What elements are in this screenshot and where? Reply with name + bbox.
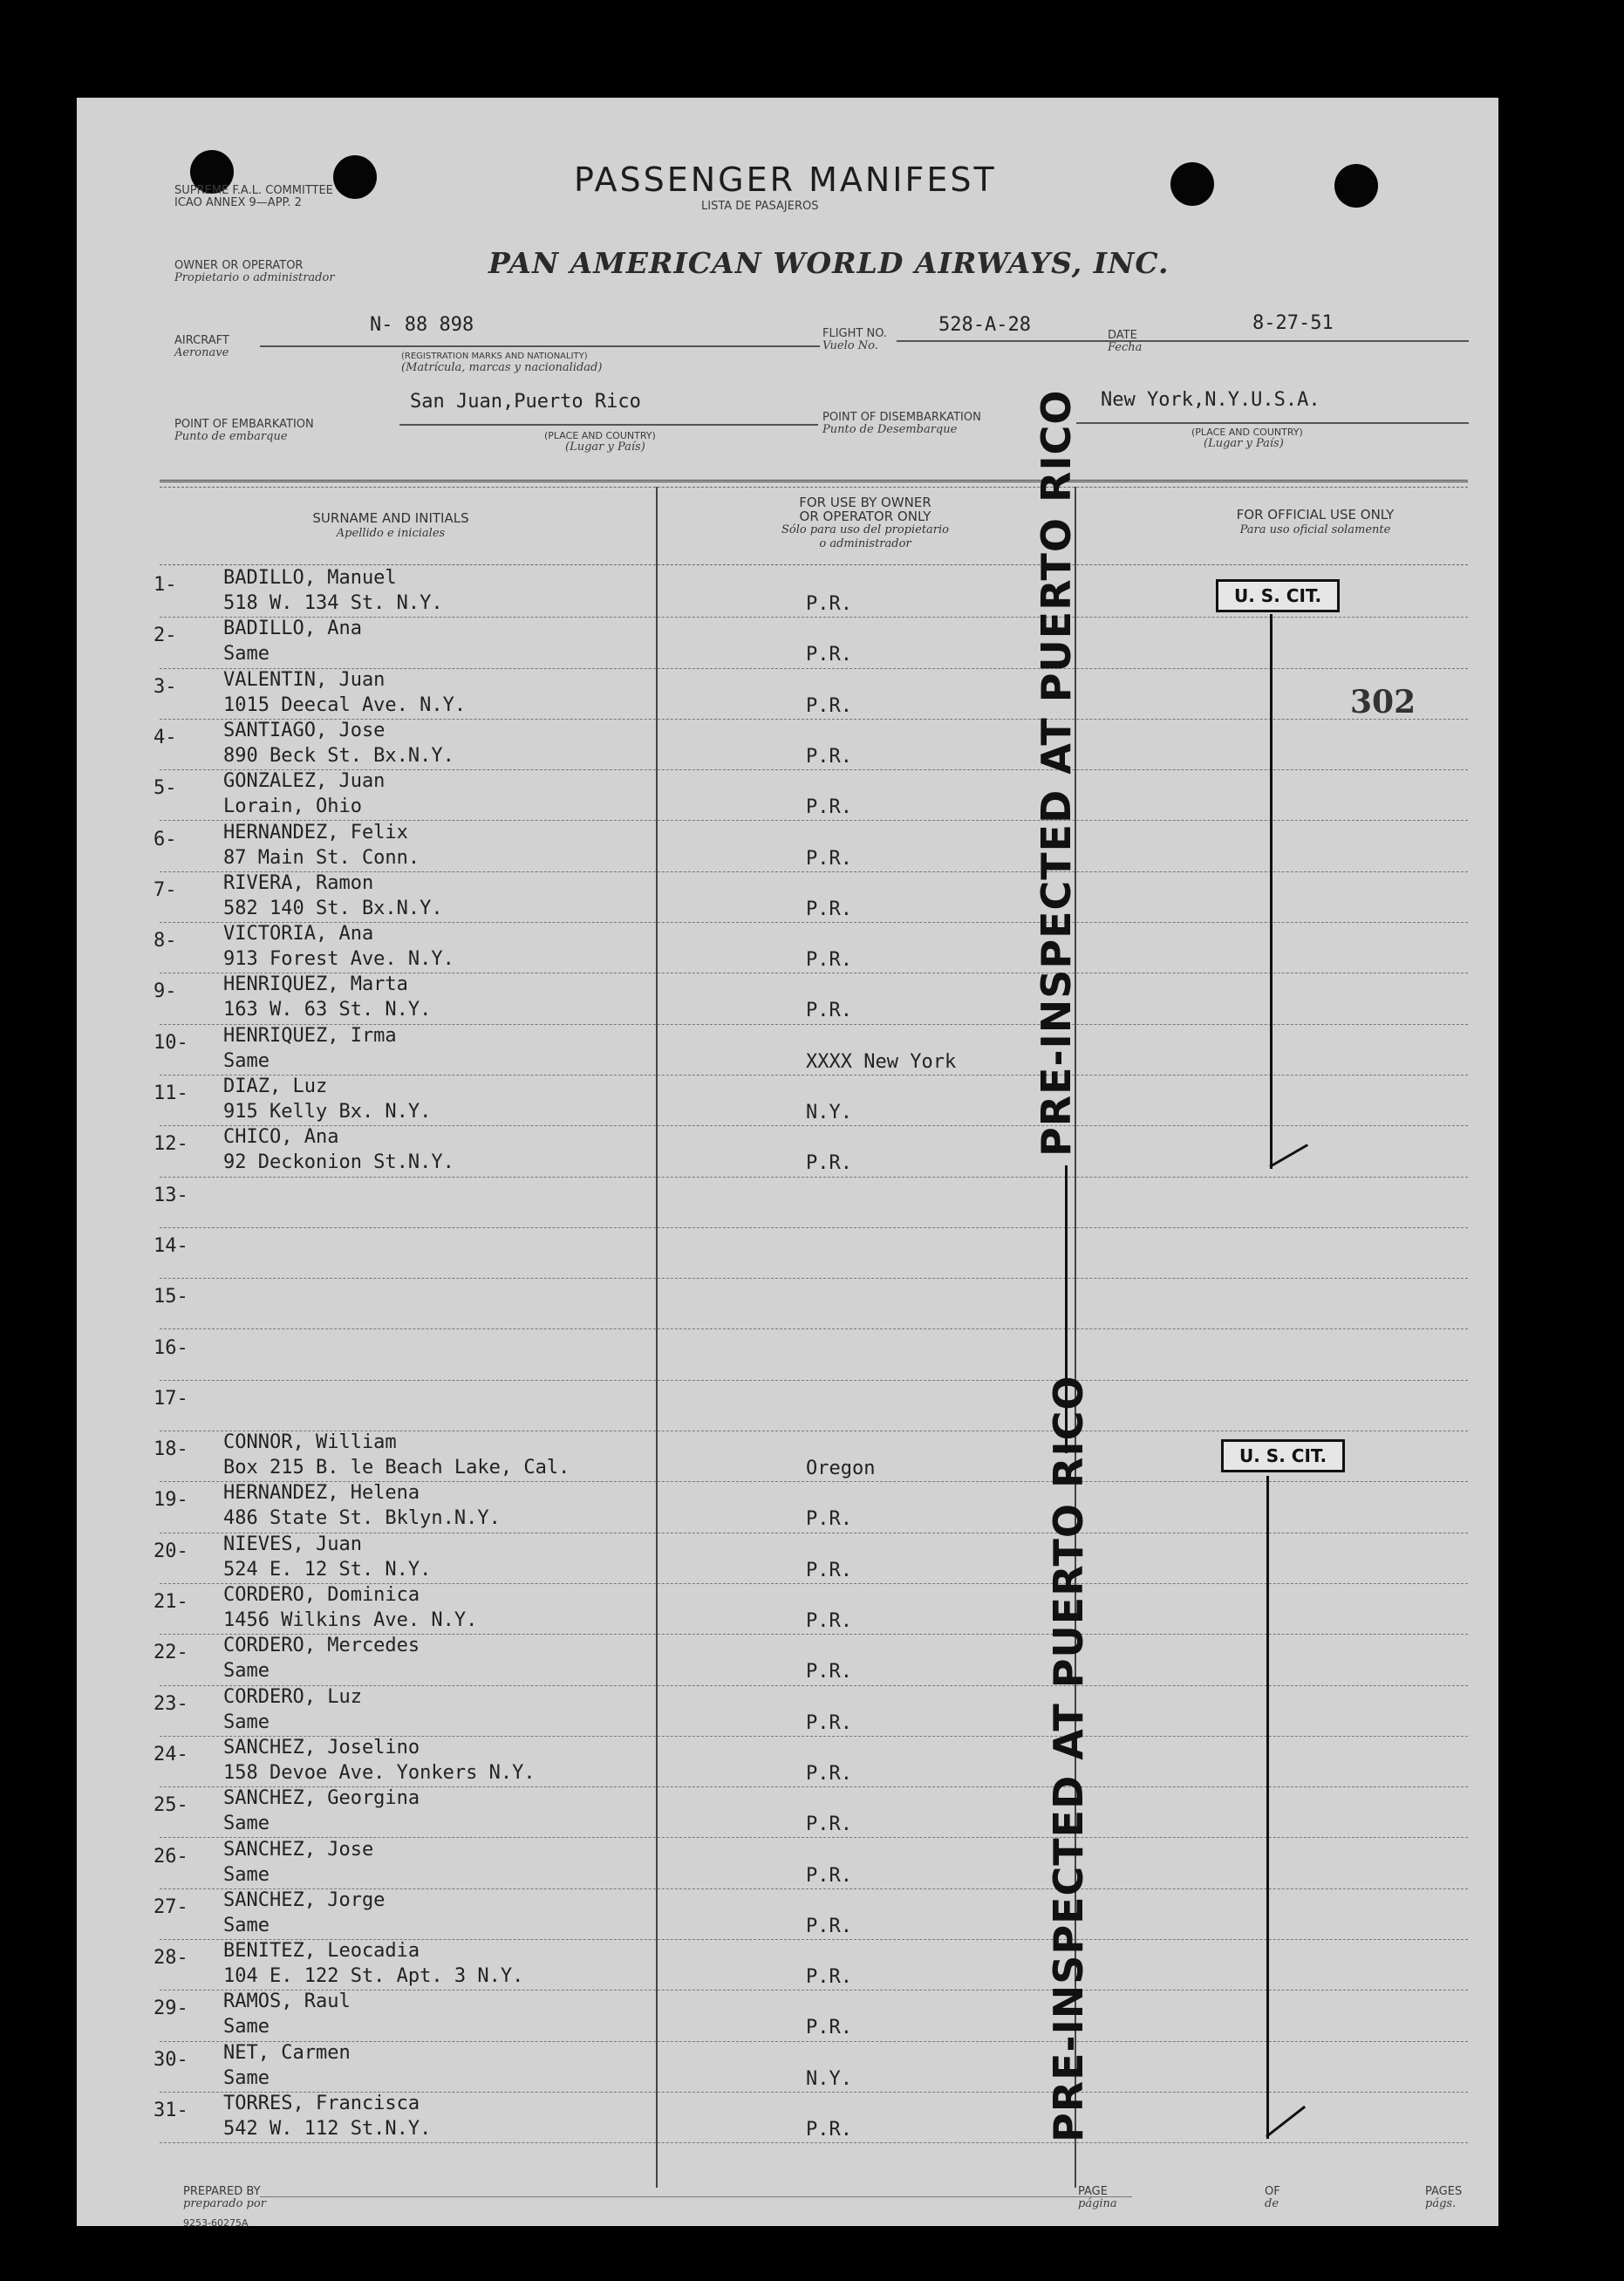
col-header-official-es: Para uso oficial solamente (1239, 523, 1391, 536)
passenger-address: 104 E. 122 St. Apt. 3 N.Y. (223, 1965, 524, 1988)
bracket-line (1270, 614, 1273, 1169)
embark-value: San Juan,Puerto Rico (410, 391, 641, 413)
passenger-address: Same (223, 1049, 270, 1072)
committee-line-3: ICAO ANNEX 9—APP. 2 (174, 196, 302, 209)
passenger-row (77, 1076, 1498, 1126)
passenger-name: CONNOR, William (223, 1431, 397, 1454)
aircraft-label: AIRCRAFT (174, 334, 229, 347)
passenger-row (77, 1787, 1498, 1838)
operator-note: P.R. (806, 1813, 852, 1836)
us-citizen-stamp: U. S. CIT. (1216, 579, 1340, 612)
passenger-address: Same (223, 1863, 270, 1886)
embark-label-es: Punto de embarque (174, 430, 288, 443)
operator-note: N.Y. (806, 2067, 852, 2090)
footer-pages-es: págs. (1425, 2197, 1457, 2210)
flight-label: FLIGHT NO. (822, 327, 888, 340)
passenger-row (77, 1126, 1498, 1177)
passenger-address: 1015 Deecal Ave. N.Y. (223, 693, 467, 716)
preinspected-stamp-1: PRE-INSPECTED AT PUERTO RICO (1033, 389, 1080, 1157)
passenger-address: Same (223, 2016, 270, 2039)
operator-note: P.R. (806, 1915, 852, 1937)
col-header-operator-en-1: FOR USE BY OWNER (799, 495, 931, 510)
passenger-address: 163 W. 63 St. N.Y. (223, 999, 432, 1021)
operator-name: PAN AMERICAN WORLD AIRWAYS, INC. (488, 246, 1170, 280)
footer-page-es: página (1078, 2197, 1117, 2210)
form-title: PASSENGER MANIFEST (574, 160, 997, 199)
row-number: 9- (154, 980, 177, 1003)
passenger-address: Same (223, 1711, 270, 1733)
passenger-address: 486 State St. Bklyn.N.Y. (223, 1507, 501, 1530)
passenger-name: SANCHEZ, Joselino (223, 1736, 420, 1759)
passenger-row (77, 1533, 1498, 1584)
col-header-surname-en: SURNAME AND INITIALS (312, 510, 469, 526)
passenger-name: CHICO, Ana (223, 1126, 339, 1149)
passenger-address: 915 Kelly Bx. N.Y. (223, 1101, 432, 1123)
passenger-address: Same (223, 1813, 270, 1835)
us-citizen-stamp-2: U. S. CIT. (1221, 1439, 1345, 1472)
footer-prepared-underline (260, 2196, 1132, 2197)
operator-note: P.R. (806, 1661, 852, 1683)
form-title-es: LISTA DE PASAJEROS (701, 200, 819, 213)
passenger-name: SANTIAGO, Jose (223, 719, 386, 741)
passenger-name: TORRES, Francisca (223, 2093, 420, 2114)
passenger-row (77, 1279, 1498, 1329)
row-number: 5- (154, 777, 177, 800)
passenger-name: CORDERO, Mercedes (223, 1635, 420, 1657)
row-number: 27- (154, 1895, 188, 1918)
footer-form-number: 9253-60275A (183, 2217, 249, 2226)
col-header-operator (708, 495, 1022, 551)
passenger-row (77, 1584, 1498, 1635)
passenger-name: CORDERO, Dominica (223, 1584, 420, 1606)
footer-page: PAGE (1078, 2185, 1108, 2198)
operator-note: P.R. (806, 644, 852, 666)
row-divider (160, 2142, 1468, 2143)
passenger-name: BADILLO, Ana (223, 618, 362, 640)
operator-note: P.R. (806, 694, 852, 717)
row-number: 29- (154, 1998, 188, 2020)
row-number: 28- (154, 1947, 188, 1970)
footer-of-es: de (1265, 2197, 1279, 2210)
passenger-row (77, 1940, 1498, 1991)
date-label-es: Fecha (1108, 341, 1143, 354)
passenger-name: VALENTIN, Juan (223, 668, 386, 691)
manifest-page (77, 98, 1498, 2226)
passenger-row (77, 770, 1498, 821)
passenger-row (77, 1381, 1498, 1431)
punch-hole (1334, 164, 1378, 208)
operator-note: N.Y. (806, 1102, 852, 1123)
passenger-address: 158 Devoe Ave. Yonkers N.Y. (223, 1761, 536, 1784)
row-number: 26- (154, 1845, 188, 1868)
footer-prepared: PREPARED BY (183, 2185, 261, 2198)
col-header-surname (208, 511, 574, 541)
punch-hole (1170, 162, 1214, 206)
operator-note: P.R. (806, 1610, 852, 1632)
preinspected-stamp-2: PRE-INSPECTED AT PUERTO RICO (1045, 1375, 1092, 2142)
operator-note: P.R. (806, 2119, 852, 2141)
passenger-name: BENITEZ, Leocadia (223, 1940, 420, 1963)
owner-label-es: Propietario o administrador (174, 271, 335, 284)
row-number: 22- (154, 1642, 188, 1664)
passenger-name: HENRIQUEZ, Irma (223, 1024, 397, 1047)
passenger-address: 582 140 St. Bx.N.Y. (223, 897, 443, 919)
date-underline (1155, 340, 1469, 342)
passenger-address: 518 W. 134 St. N.Y. (223, 592, 443, 614)
disembark-place-note: (PLACE AND COUNTRY) (1191, 427, 1303, 438)
operator-note: P.R. (806, 593, 852, 615)
passenger-name: NIEVES, Juan (223, 1533, 362, 1555)
passenger-address: 92 Deckonion St.N.Y. (223, 1151, 454, 1174)
operator-note: P.R. (806, 847, 852, 870)
passenger-name: RIVERA, Ramon (223, 871, 374, 894)
passenger-address: Lorain, Ohio (223, 796, 362, 818)
passenger-row (77, 1025, 1498, 1076)
row-number: 11- (154, 1082, 188, 1104)
passenger-row (77, 872, 1498, 923)
row-number: 17- (154, 1387, 188, 1410)
row-number: 13- (154, 1184, 188, 1206)
disembark-underline (1076, 422, 1469, 424)
passenger-address: 87 Main St. Conn. (223, 846, 420, 869)
col-header-official (1158, 508, 1472, 537)
passenger-name: GONZALEZ, Juan (223, 770, 386, 793)
row-number: 14- (154, 1234, 188, 1257)
date-value: 8-27-51 (1252, 312, 1334, 334)
col-header-surname-es: Apellido e iniciales (336, 527, 446, 540)
passenger-name: SANCHEZ, Georgina (223, 1787, 420, 1810)
aircraft-underline (260, 345, 820, 347)
passenger-address: Same (223, 1660, 270, 1683)
row-number: 30- (154, 2048, 188, 2071)
row-number: 23- (154, 1692, 188, 1715)
passenger-name: NET, Carmen (223, 2041, 351, 2064)
passenger-address: 542 W. 112 St.N.Y. (223, 2118, 432, 2140)
row-number: 10- (154, 1031, 188, 1054)
passenger-row (77, 1839, 1498, 1889)
row-number: 7- (154, 878, 177, 901)
passenger-row (77, 1889, 1498, 1940)
passenger-name: HERNANDEZ, Felix (223, 821, 408, 843)
passenger-name: SANCHEZ, Jose (223, 1838, 374, 1861)
header-bottom-rule (160, 564, 1468, 565)
table-top-rule (160, 480, 1468, 482)
passenger-row (77, 1228, 1498, 1279)
passenger-name: VICTORIA, Ana (223, 923, 374, 946)
disembark-place-note-es: (Lugar y País) (1204, 437, 1284, 450)
row-number: 31- (154, 2100, 188, 2121)
passenger-row (77, 822, 1498, 872)
footer-pages: PAGES (1425, 2185, 1463, 2198)
table-top-rule-2 (160, 487, 1468, 488)
operator-note: P.R. (806, 1966, 852, 1989)
passenger-address: Same (223, 1914, 270, 1936)
passenger-row (77, 973, 1498, 1024)
operator-note: P.R. (806, 2017, 852, 2039)
passenger-row (77, 1482, 1498, 1533)
col-header-operator-es-1: Sólo para uso del propietario (781, 523, 950, 536)
row-number: 8- (154, 930, 177, 953)
row-number: 4- (154, 726, 177, 748)
aircraft-label-es: Aeronave (174, 346, 229, 359)
row-number: 19- (154, 1489, 188, 1512)
passenger-address: Box 215 B. le Beach Lake, Cal. (223, 1457, 570, 1479)
row-number: 18- (154, 1438, 188, 1461)
registration-note: (REGISTRATION MARKS AND NATIONALITY) (401, 352, 588, 361)
col-header-official-en: FOR OFFICIAL USE ONLY (1236, 507, 1395, 522)
passenger-row (77, 1178, 1498, 1228)
row-number: 12- (154, 1133, 188, 1156)
operator-note: P.R. (806, 796, 852, 819)
disembark-label: POINT OF DISEMBARKATION (822, 411, 981, 424)
committee-line-2: SUPREME F.A.L. COMMITTEE (174, 184, 333, 197)
passenger-address: 524 E. 12 St. N.Y. (223, 1558, 432, 1581)
passenger-row (77, 618, 1498, 668)
page-number-stamp: 302 (1350, 684, 1416, 720)
aircraft-value: N- 88 898 (370, 314, 474, 336)
operator-note: P.R. (806, 1559, 852, 1581)
passenger-name: SANCHEZ, Jorge (223, 1888, 386, 1911)
passenger-address: 1456 Wilkins Ave. N.Y. (223, 1609, 478, 1631)
passenger-name: DIAZ, Luz (223, 1076, 328, 1097)
registration-note-es: (Matrícula, marcas y nacionalidad) (401, 361, 603, 374)
passenger-row (77, 1991, 1498, 2041)
passenger-row (77, 2093, 1498, 2143)
row-number: 20- (154, 1540, 188, 1562)
operator-note: P.R. (806, 1711, 852, 1734)
operator-note: P.R. (806, 1000, 852, 1022)
operator-note: XXXX New York (806, 1050, 957, 1073)
row-number: 1- (154, 574, 177, 596)
date-label: DATE (1108, 329, 1137, 342)
embark-label: POINT OF EMBARKATION (174, 418, 314, 431)
row-number: 24- (154, 1743, 188, 1765)
row-number: 21- (154, 1591, 188, 1613)
footer-prepared-es: preparado por (183, 2197, 266, 2210)
footer-of: OF (1265, 2185, 1280, 2198)
operator-note: P.R. (806, 898, 852, 920)
passenger-row (77, 2042, 1498, 2093)
passenger-address: Same (223, 643, 270, 666)
col-header-operator-en-2: OR OPERATOR ONLY (799, 509, 931, 524)
passenger-row (77, 1635, 1498, 1685)
embark-place-note: (PLACE AND COUNTRY) (544, 430, 656, 441)
passenger-name: RAMOS, Raul (223, 1991, 351, 2013)
passenger-address: 913 Forest Ave. N.Y. (223, 948, 454, 971)
operator-note: P.R. (806, 1762, 852, 1785)
passenger-row (77, 1737, 1498, 1787)
bracket-line-2 (1266, 1476, 1269, 2139)
row-number: 2- (154, 625, 177, 647)
flight-value: 528-A-28 (938, 314, 1031, 336)
passenger-row (77, 1330, 1498, 1381)
passenger-name: HENRIQUEZ, Marta (223, 973, 408, 996)
owner-label: OWNER OR OPERATOR (174, 259, 304, 272)
operator-note: P.R. (806, 745, 852, 768)
operator-note: P.R. (806, 1508, 852, 1531)
operator-note: P.R. (806, 1864, 852, 1887)
passenger-name: HERNANDEZ, Helena (223, 1482, 420, 1505)
row-number: 3- (154, 675, 177, 698)
embark-place-note-es: (Lugar y País) (565, 440, 645, 454)
operator-note: P.R. (806, 1152, 852, 1175)
col-header-operator-es-2: o administrador (819, 537, 911, 550)
passenger-row (77, 720, 1498, 770)
flight-label-es: Vuelo No. (822, 339, 878, 352)
disembark-value: New York,N.Y.U.S.A. (1101, 389, 1320, 411)
operator-note: P.R. (806, 949, 852, 972)
punch-hole (333, 155, 377, 199)
passenger-name: CORDERO, Luz (223, 1685, 362, 1708)
passenger-address: Same (223, 2066, 270, 2089)
passenger-row (77, 669, 1498, 720)
row-number: 25- (154, 1794, 188, 1817)
passenger-row (77, 923, 1498, 973)
passenger-row (77, 1686, 1498, 1737)
disembark-label-es: Punto de Desembarque (822, 423, 958, 436)
embark-underline (399, 424, 818, 426)
row-number: 6- (154, 828, 177, 850)
row-number: 15- (154, 1286, 188, 1308)
passenger-address: 890 Beck St. Bx.N.Y. (223, 744, 454, 767)
operator-note: Oregon (806, 1458, 876, 1480)
row-number: 16- (154, 1336, 188, 1359)
passenger-name: BADILLO, Manuel (223, 567, 397, 589)
